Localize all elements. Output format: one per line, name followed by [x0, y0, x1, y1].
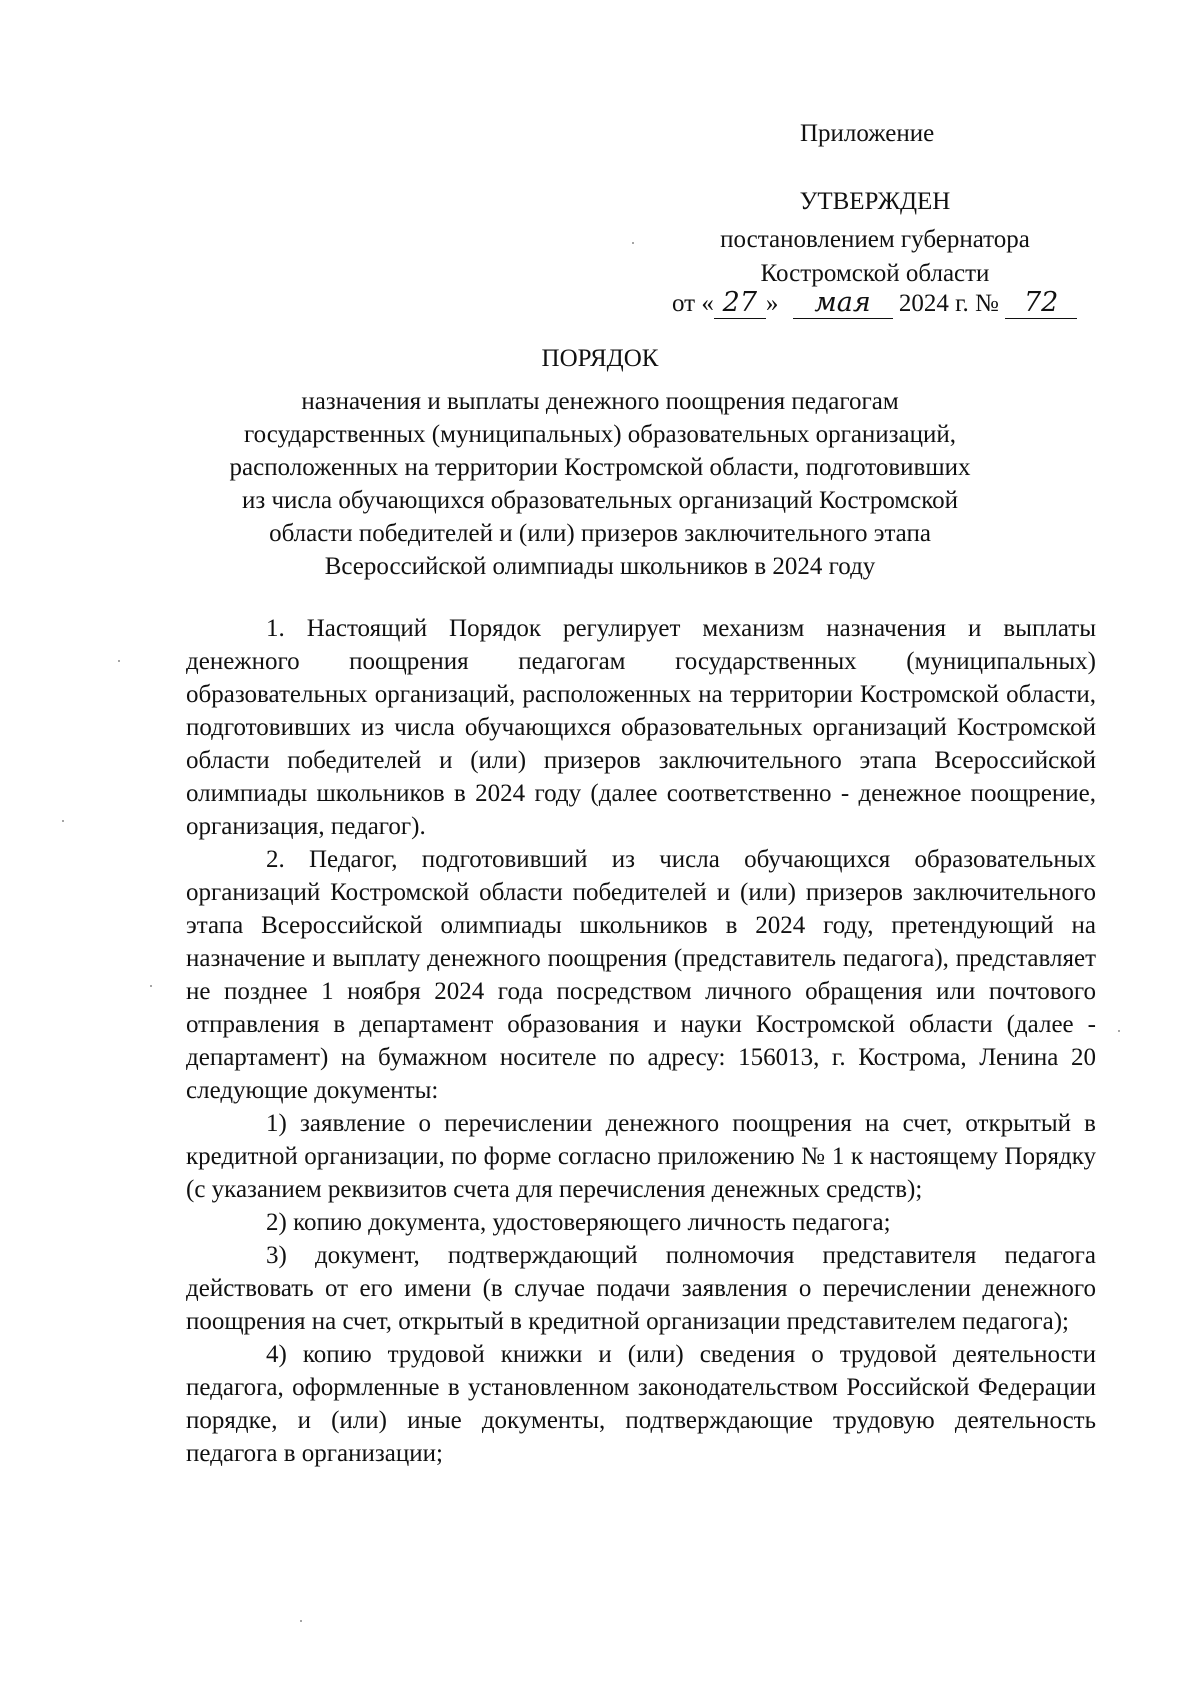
paragraph-2: 2. Педагог, подготовивший из числа обучающихся образовательных организаций Костромской области победителей и (или) призеров заключительного этапа Всероссийской олимпиады школьников в 2024 году, претендующий на назначение и выплату денежного поощрения (представитель педагога), представляет не позднее 1 ноября 2024 года посредством личного обращения или почтового отправления в департамент образования и науки Костромской области (далее - департамент) на бумажном носителе по адресу: 156013, г. Кострома, Ленина 20 следующие документы:	[186, 846, 1096, 1104]
subtitle-line: области победителей и (или) призеров заключительного этапа	[269, 520, 931, 547]
handwritten-month: мая	[793, 287, 893, 319]
subtitle-line: назначения и выплаты денежного поощрения педагогам	[301, 388, 899, 415]
document-title: ПОРЯДОК	[541, 345, 659, 372]
year-label: 2024 г. №	[898, 290, 999, 317]
document-body	[186, 612, 1096, 1470]
subtitle-line: Всероссийской олимпиады школьников в 2024 году	[324, 553, 876, 580]
scan-speck	[300, 1620, 302, 1622]
list-item-3: 3) документ, подтверждающий полномочия представителя педагога действовать от его имени (в случае подачи заявления о перечислении денежного поощрения на счет, открытый в кредитной организации представителем педагога);	[186, 1242, 1096, 1335]
from-prefix: от «	[672, 290, 714, 317]
appendix-label: Приложение	[800, 120, 935, 147]
document-subtitle	[190, 385, 1010, 583]
quote-close: »	[765, 290, 779, 317]
decree-date-number	[672, 287, 1077, 319]
scan-speck	[118, 660, 120, 662]
handwritten-number: 72	[1005, 287, 1077, 319]
paragraph-1: 1. Настоящий Порядок регулирует механизм назначения и выплаты денежного поощрения педагогам государственных (муниципальных) образовательных организаций, расположенных на территории Костромской области, подготовивших из числа обучающихся образовательных организаций Костромской области победителей и (или) призеров заключительного этапа Всероссийской олимпиады школьников в 2024 году (далее соответственно - денежное поощрение, организация, педагог).	[186, 615, 1096, 840]
scan-speck	[62, 820, 64, 822]
approved-by-line-1: постановлением губернатора	[720, 226, 1030, 253]
approved-by-line-2: Костромской области	[760, 260, 990, 287]
approved-heading: УТВЕРЖДЕН	[799, 188, 951, 215]
approval-block	[660, 185, 1090, 291]
subtitle-line: расположенных на территории Костромской области, подготовивших	[229, 454, 971, 481]
scan-speck	[632, 242, 634, 244]
subtitle-line: государственных (муниципальных) образовательных организаций,	[243, 421, 957, 448]
scan-speck	[150, 985, 152, 987]
list-item-2: 2) копию документа, удостоверяющего личность педагога;	[266, 1209, 891, 1236]
scan-speck	[1118, 1030, 1120, 1032]
handwritten-day: 27	[714, 287, 766, 319]
list-item-4: 4) копию трудовой книжки и (или) сведения о трудовой деятельности педагога, оформленные в установленном законодательством Российской Федерации порядке, и (или) иные документы, подтверждающие трудовую деятельность педагога в организации;	[186, 1341, 1096, 1467]
list-item-1: 1) заявление о перечислении денежного поощрения на счет, открытый в кредитной организации, по форме согласно приложению № 1 к настоящему Порядку (с указанием реквизитов счета для перечисления денежных средств);	[186, 1110, 1096, 1203]
subtitle-line: из числа обучающихся образовательных организаций Костромской	[241, 487, 959, 514]
